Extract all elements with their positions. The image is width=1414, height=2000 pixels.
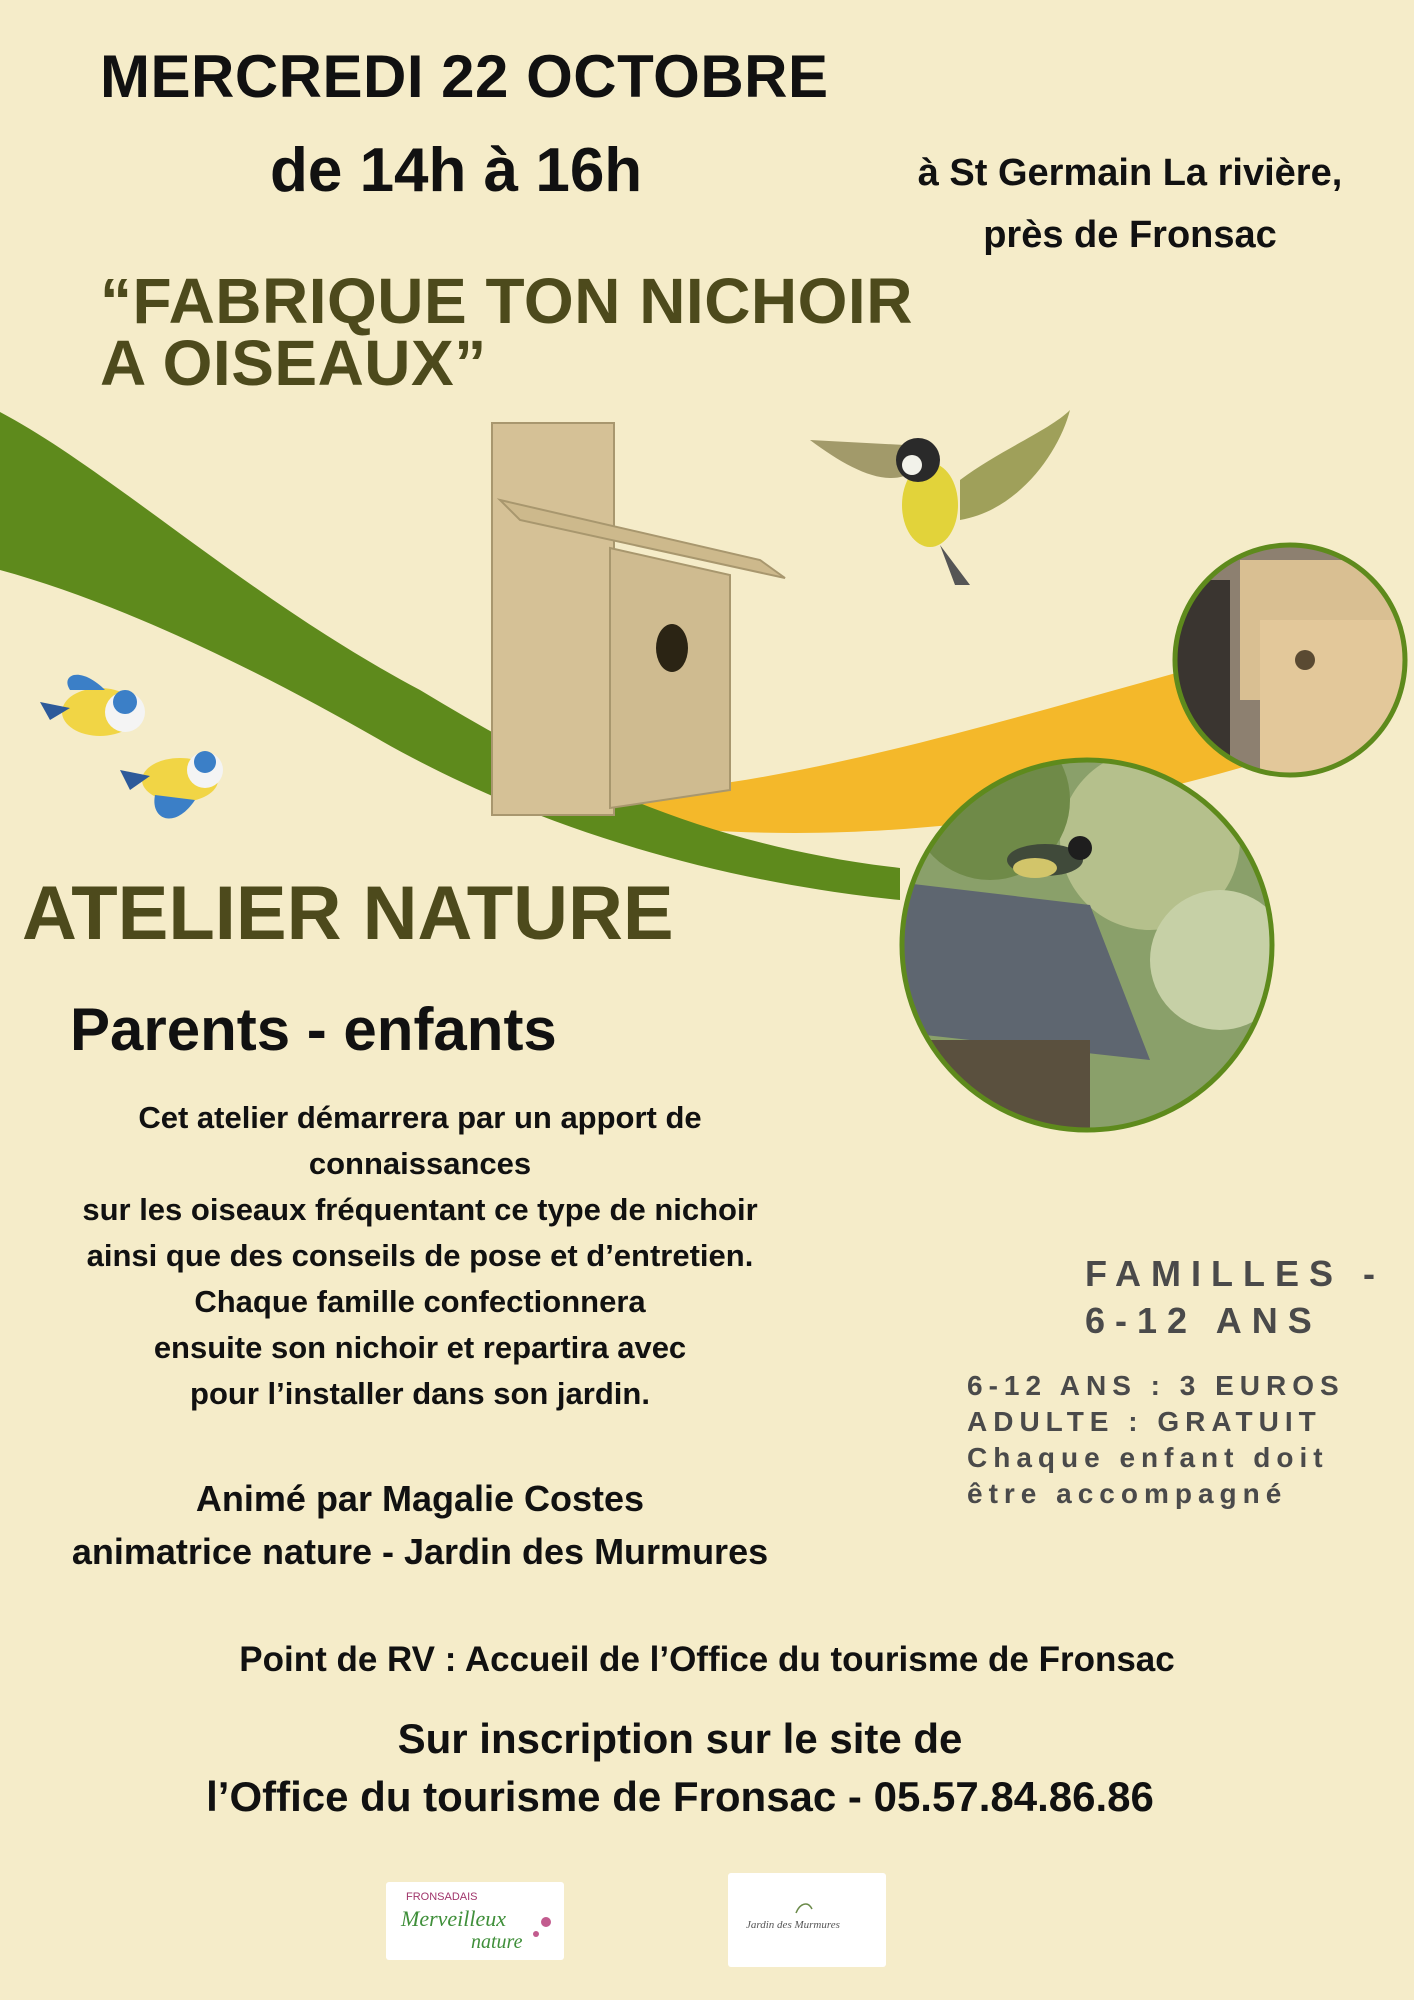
svg-text:nature: nature [471,1931,523,1953]
animator-info [20,1472,820,1578]
jardin-des-murmures-logo [728,1873,886,1967]
fronsadais-logo [386,1882,564,1960]
description-line: sur les oiseaux fréquentant ce type de nichoir [82,1192,758,1227]
description-line: Cet atelier démarrera par un apport de [138,1100,702,1135]
audience-line: FAMILLES - [1085,1253,1385,1294]
event-time: de 14h à 16h [270,136,643,205]
meeting-point: Point de RV : Accueil de l’Office du tourisme de Fronsac [239,1640,1175,1679]
audience-line: 6-12 ANS [1085,1300,1322,1341]
blue-tit-bird-image [120,751,223,819]
workshop-title [100,265,913,399]
audience-subtitle: Parents - enfants [70,996,557,1063]
description-line: pour l’installer dans son jardin. [190,1376,650,1411]
pricing-info [967,1368,1345,1512]
description-line: ensuite son nichoir et repartira avec [153,1330,687,1365]
atelier-title: ATELIER NATURE [22,871,674,956]
workshop-title-line: “FABRIQUE TON NICHOIR [100,265,913,337]
price-child: 6-12 ANS : 3 EUROS [967,1370,1345,1401]
fronsadais-logo-graphic [386,1882,564,1960]
svg-text:FRONSADAIS: FRONSADAIS [406,1891,478,1903]
registration-info [0,1710,1360,1826]
event-date: MERCREDI 22 OCTOBRE [100,43,829,110]
supervision-note: Chaque enfant doit [967,1442,1329,1473]
event-location [860,142,1400,266]
description-line: ainsi que des conseils de pose et d’entretien. [86,1238,754,1273]
workshop-description [20,1095,820,1417]
location-line: à St Germain La rivière, [917,152,1343,194]
supervision-note: être accompagné [967,1478,1288,1509]
registration-line: Sur inscription sur le site de [397,1715,963,1762]
description-line: connaissances [308,1146,532,1181]
workshop-title-line: A OISEAUX” [100,327,487,399]
great-tit-bird-image [810,410,1070,585]
svg-text:Merveilleux: Merveilleux [401,1906,507,1931]
location-line: près de Fronsac [983,214,1277,256]
blue-tit-bird-image [40,675,145,736]
description-line: Chaque famille confectionnera [194,1284,646,1319]
animator-role: animatrice nature - Jardin des Murmures [71,1531,769,1572]
audience-label [1085,1250,1385,1344]
price-adult: ADULTE : GRATUIT [967,1406,1322,1437]
animator-name: Animé par Magalie Costes [195,1478,645,1519]
svg-text:Jardin des Murmures: Jardin des Murmures [746,1919,840,1931]
registration-line: l’Office du tourisme de Fronsac - 05.57.84.86.86 [206,1773,1154,1820]
jardin-logo-graphic [728,1873,886,1967]
birdhouse-image [492,423,785,815]
